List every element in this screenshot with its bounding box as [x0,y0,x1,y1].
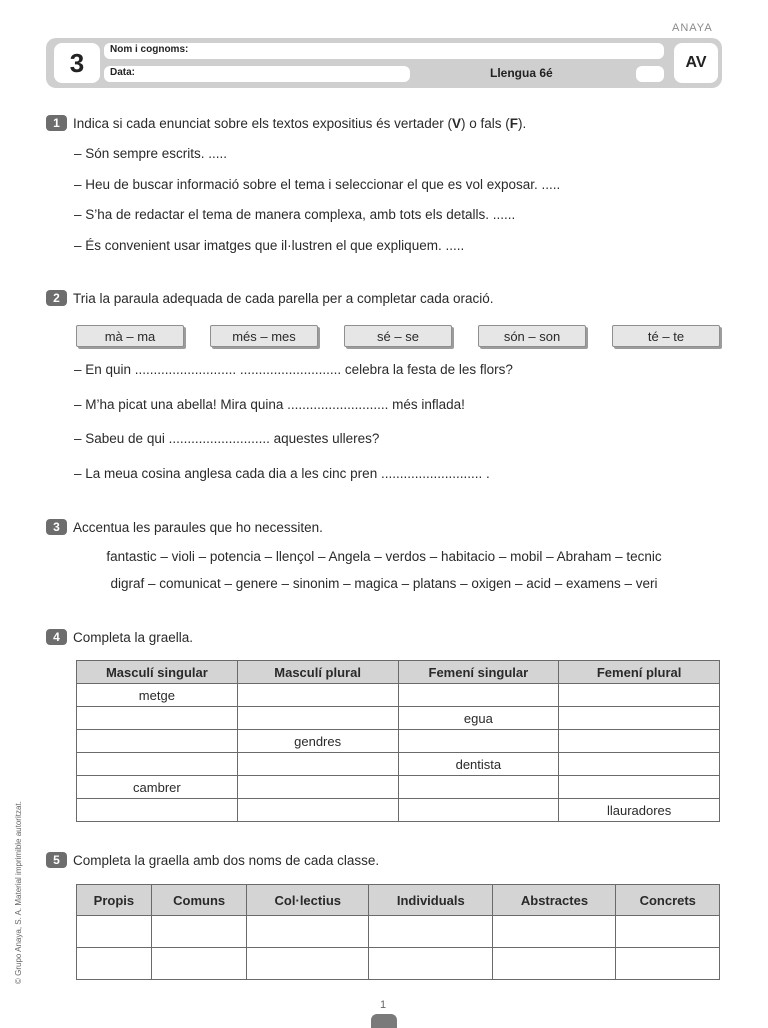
exercise-instruction: Tria la paraula adequada de cada parella per a completar cada oració. [73,290,494,306]
table-cell[interactable] [616,916,720,948]
table-cell[interactable]: egua [398,707,559,730]
statement-line: – Heu de buscar informació sobre el tema i seleccionar el que es vol exposar. ..... [74,177,561,192]
sentence-line: – En quin ........................... ........................... celebra la festa de les flors? [74,362,513,377]
date-label: Data: [110,67,136,78]
date-field[interactable] [104,66,410,82]
table-cell[interactable] [77,948,152,980]
table-cell[interactable] [559,707,720,730]
column-header: Abstractes [493,885,616,916]
table-cell[interactable] [77,799,238,822]
column-header: Propis [77,885,152,916]
table-cell[interactable] [493,948,616,980]
word-pair-card: més – mes [210,325,318,347]
table-cell[interactable] [237,776,398,799]
statement-line: – Són sempre escrits. ..... [74,146,228,161]
exercise-number: 3 [46,519,67,535]
table-cell[interactable]: metge [77,684,238,707]
table-cell[interactable] [398,730,559,753]
table-row [77,799,720,822]
table-cell[interactable] [616,948,720,980]
word-pair-card: té – te [612,325,720,347]
page-tab [371,1014,397,1028]
publisher-logo: ANAYA [672,22,713,34]
table-cell[interactable]: dentista [398,753,559,776]
statement-line: – S’ha de redactar el tema de manera complexa, amb tots els detalls. ...... [74,207,516,222]
exercise-4 [46,628,193,646]
table-cell[interactable]: gendres [237,730,398,753]
table-cell[interactable] [369,916,493,948]
table-row [77,776,720,799]
sentence-line: – Sabeu de qui ........................... aquestes ulleres? [74,431,380,446]
exercise-instruction: Completa la graella. [73,629,194,645]
exercise-number: 2 [46,290,67,306]
table-row [77,753,720,776]
table-cell[interactable] [247,948,369,980]
table-cell[interactable] [559,730,720,753]
column-header: Comuns [151,885,247,916]
table-cell[interactable] [77,707,238,730]
exercise-instruction: Completa la graella amb dos noms de cada classe. [73,852,380,868]
table-header-row [77,661,720,684]
exercise-instruction: Accentua les paraules que ho necessiten. [73,519,323,535]
name-field[interactable] [104,43,664,59]
word-pair-card: són – son [478,325,586,347]
table-row [77,730,720,753]
exercise-1 [46,114,561,253]
exercise-number: 5 [46,852,67,868]
unit-number: 3 [54,43,100,83]
table-row [77,916,720,948]
table-cell[interactable] [151,948,247,980]
column-header: Femení singular [398,661,559,684]
table-header-row [77,885,720,916]
exercise-number: 4 [46,629,67,645]
name-label: Nom i cognoms: [110,44,189,55]
table-cell[interactable] [369,948,493,980]
table-cell[interactable] [77,730,238,753]
word-pair-card: sé – se [344,325,452,347]
table-cell[interactable] [398,776,559,799]
table-cell[interactable] [237,707,398,730]
table-cell[interactable] [237,753,398,776]
word-pair-card: mà – ma [76,325,184,347]
noun-classes-table [76,884,720,980]
table-row [77,684,720,707]
table-cell[interactable] [559,753,720,776]
table-cell[interactable] [237,799,398,822]
word-list-line: fantastic – violi – potencia – llençol – Angela – verdos – habitacio – mobil – Abraham – tecnic [106,549,662,564]
table-cell[interactable] [77,916,152,948]
table-cell[interactable] [559,684,720,707]
statement-line: – És convenient usar imatges que il·lustren el que expliquem. ..... [74,238,465,253]
table-cell[interactable]: llauradores [559,799,720,822]
exercise-2 [46,289,494,307]
table-cell[interactable]: cambrer [77,776,238,799]
table-cell[interactable] [151,916,247,948]
column-header: Col·lectius [247,885,369,916]
table-cell[interactable] [247,916,369,948]
table-cell[interactable] [398,799,559,822]
level-badge: AV [674,43,718,83]
exercise-5 [46,851,379,869]
column-header: Masculí plural [237,661,398,684]
gender-number-table [76,660,720,822]
table-row [77,707,720,730]
column-header: Femení plural [559,661,720,684]
page-number: 1 [380,999,387,1011]
exercise-number: 1 [46,115,67,131]
sentence-line: – La meua cosina anglesa cada dia a les cinc pren ........................... . [74,466,490,481]
table-cell[interactable] [493,916,616,948]
table-cell[interactable] [398,684,559,707]
exercise-3 [46,518,662,591]
table-cell[interactable] [237,684,398,707]
word-list-line: digraf – comunicat – genere – sinonim – magica – platans – oxigen – acid – examens – veri [110,576,658,591]
table-row [77,948,720,980]
column-header: Concrets [616,885,720,916]
column-header: Individuals [369,885,493,916]
exercise-instruction: Indica si cada enunciat sobre els textos expositius és vertader (V) o fals (F). [73,115,527,131]
blank-field[interactable] [636,66,664,82]
table-cell[interactable] [77,753,238,776]
sentence-line: – M’ha picat una abella! Mira quina ........................... més inflada! [74,397,465,412]
table-cell[interactable] [559,776,720,799]
subject-label: Llengua 6é [490,66,553,80]
column-header: Masculí singular [77,661,238,684]
copyright-notice: © Grupo Anaya, S. A. Material imprimible autoritzat. [14,801,23,984]
